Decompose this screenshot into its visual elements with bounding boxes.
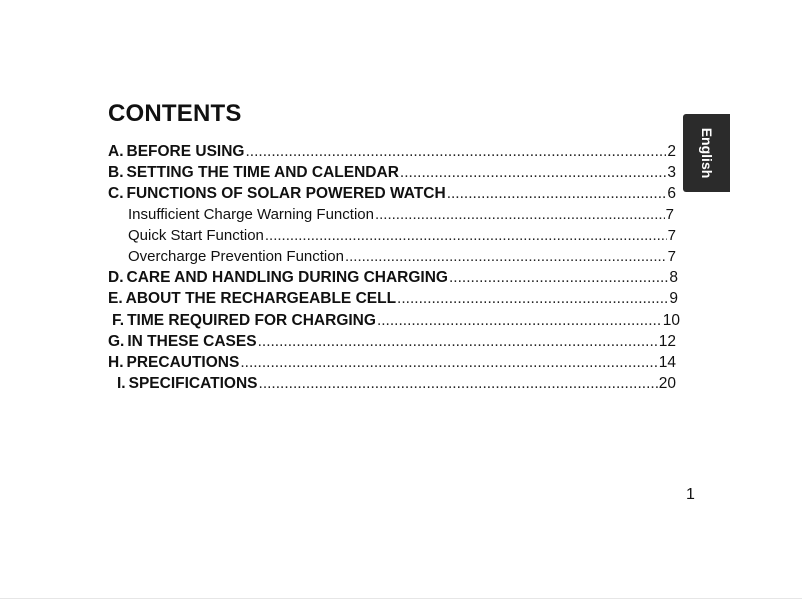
toc-entry-label: IN THESE CASES [127, 333, 257, 350]
toc-entry-letter: G. [108, 333, 125, 350]
toc-entry-letter: A. [108, 143, 124, 160]
toc-entry-page: 6 [667, 185, 676, 202]
toc-entry-page: 7 [667, 248, 676, 265]
toc-entry-label: Quick Start Function [128, 227, 264, 244]
toc-entry-page: 2 [667, 143, 676, 160]
toc-entry-precautions[interactable] [108, 353, 676, 373]
page-bottom-divider [0, 598, 802, 599]
toc-entry-page: 3 [667, 164, 676, 181]
toc-entry-letter: C. [108, 185, 124, 202]
toc-leader-dots [265, 226, 667, 246]
toc-entry-in-these-cases[interactable] [108, 332, 676, 352]
language-tab [683, 114, 730, 192]
toc-leader-dots [240, 353, 657, 373]
toc-entry-letter: D. [108, 269, 124, 286]
language-tab-label: English [698, 127, 715, 179]
toc-entry-page: 20 [658, 375, 676, 392]
toc-entry-page: 9 [669, 290, 678, 307]
toc-entry-before-using[interactable] [108, 142, 676, 162]
toc-entry-label: SETTING THE TIME AND CALENDAR [126, 164, 399, 181]
toc-entry-label: TIME REQUIRED FOR CHARGING [127, 312, 376, 329]
toc-entry-label: BEFORE USING [126, 143, 245, 160]
toc-entry-page: 8 [669, 269, 678, 286]
toc-entry-solar-functions[interactable] [108, 184, 676, 204]
toc-leader-dots [259, 374, 658, 394]
toc-entry-page: 14 [658, 354, 676, 371]
toc-entry-charging-time[interactable] [112, 311, 680, 331]
toc-leader-dots [447, 184, 667, 204]
toc-entry-label: CARE AND HANDLING DURING CHARGING [126, 269, 448, 286]
toc-entry-label: SPECIFICATIONS [128, 375, 258, 392]
toc-entry-letter: E. [108, 290, 123, 307]
page-title: CONTENTS [108, 100, 242, 127]
toc-entry-page: 12 [658, 333, 676, 350]
toc-entry-letter: B. [108, 164, 124, 181]
toc-entry-care-handling[interactable] [108, 268, 678, 288]
toc-leader-dots [397, 289, 668, 309]
toc-entry-label: Insufficient Charge Warning Function [128, 206, 374, 223]
toc-entry-page: 10 [662, 312, 680, 329]
toc-entry-setting-time[interactable] [108, 163, 676, 183]
toc-leader-dots [400, 163, 666, 183]
toc-leader-dots [245, 142, 666, 162]
toc-entry-letter: I. [117, 375, 126, 392]
toc-entry-page: 7 [667, 227, 676, 244]
toc-entry-label: ABOUT THE RECHARGEABLE CELL [125, 290, 397, 307]
toc-entry-letter: F. [112, 312, 125, 329]
toc-subentry-insufficient-charge[interactable] [128, 205, 674, 225]
toc-leader-dots [375, 205, 665, 225]
toc-entry-label: PRECAUTIONS [126, 354, 240, 371]
toc-subentry-overcharge-prevention[interactable] [128, 247, 676, 267]
toc-entry-label: FUNCTIONS OF SOLAR POWERED WATCH [126, 185, 446, 202]
toc-entry-letter: H. [108, 354, 124, 371]
toc-entry-specifications[interactable] [117, 374, 676, 394]
toc-leader-dots [449, 268, 668, 288]
toc-subentry-quick-start[interactable] [128, 226, 676, 246]
toc-entry-label: Overcharge Prevention Function [128, 248, 344, 265]
toc-entry-rechargeable-cell[interactable] [108, 289, 678, 309]
toc-entry-page: 7 [665, 206, 674, 223]
toc-leader-dots [345, 247, 667, 267]
toc-leader-dots [377, 311, 662, 331]
toc-leader-dots [258, 332, 658, 352]
page-number: 1 [686, 486, 695, 503]
